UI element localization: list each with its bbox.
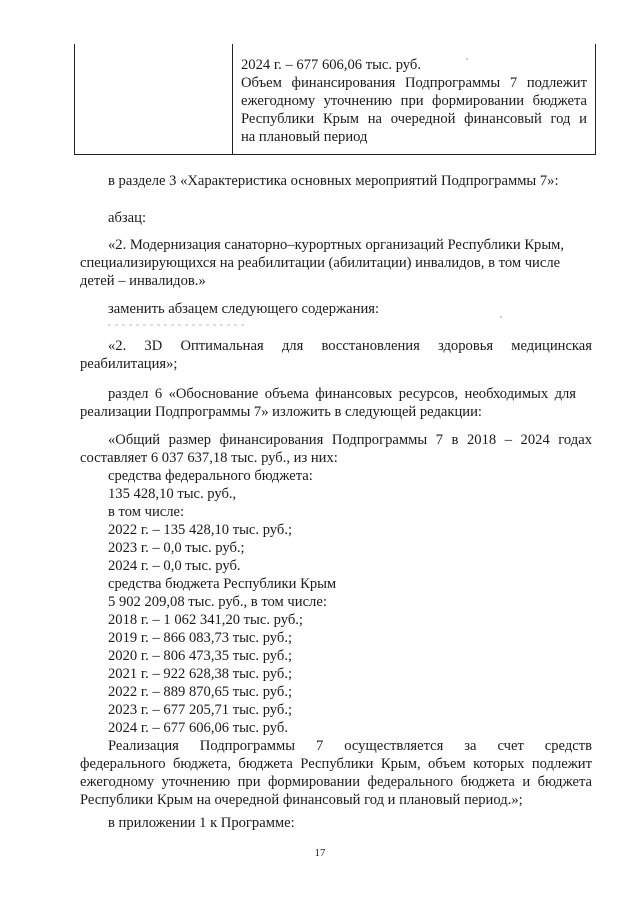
funding-line: 2023 г. – 0,0 тыс. руб.; <box>108 540 245 556</box>
funding-line: 2020 г. – 806 473,35 тыс. руб.; <box>108 648 293 664</box>
new-quote-line: «2. 3D Оптимальная для восстановления здоровья медицинская <box>108 338 592 354</box>
funding-line: 2023 г. – 677 205,71 тыс. руб.; <box>108 702 293 718</box>
funding-line: 2018 г. – 1 062 341,20 тыс. руб.; <box>108 612 303 628</box>
table-line: на плановый период <box>241 129 368 145</box>
funding-list <box>108 467 336 737</box>
scan-speck <box>466 58 468 60</box>
page-number: 17 <box>314 847 326 859</box>
table-line: ежегодному уточнению при формировании бюджета <box>241 93 587 109</box>
funding-line: 2019 г. – 866 083,73 тыс. руб.; <box>108 630 293 646</box>
realization-line: федерального бюджета, бюджета Республики Крым, объем которых подлежит <box>80 756 592 772</box>
realization-line: Реализация Подпрограммы 7 осуществляется за счет средств <box>108 738 592 754</box>
funding-line: 2021 г. – 922 628,38 тыс. руб.; <box>108 666 293 682</box>
scan-artifact <box>108 324 248 326</box>
section3-paragraph: в разделе 3 «Характеристика основных мероприятий Подпрограммы 7»: <box>108 173 559 189</box>
funding-table-fragment <box>74 44 596 155</box>
funding-line: 2022 г. – 135 428,10 тыс. руб.; <box>108 522 293 538</box>
table-line: Объем финансирования Подпрограммы 7 подлежит <box>241 75 587 91</box>
funding-line: 135 428,10 тыс. руб., <box>108 486 237 502</box>
section6-line: реализации Подпрограммы 7» изложить в следующей редакции: <box>80 404 482 420</box>
general-line: «Общий размер финансирования Подпрограммы 7 в 2018 – 2024 годах <box>108 432 592 448</box>
realization-line: Республики Крым на очередной финансовый год и плановый период.»; <box>80 792 523 808</box>
table-line: 2024 г. – 677 606,06 тыс. руб. <box>241 57 421 73</box>
funding-line: средства федерального бюджета: <box>108 468 313 484</box>
old-quote-line: специализирующихся на реабилитации (абилитации) инвалидов, в том числе <box>80 255 561 271</box>
section6-line: раздел 6 «Обоснование объема финансовых ресурсов, необходимых для <box>108 386 576 402</box>
table-right-cell <box>241 56 587 146</box>
realization-line: ежегодному уточнению при формировании федерального бюджета и бюджета <box>80 774 592 790</box>
table-line: Республики Крым на очередной финансовый год и <box>241 111 587 127</box>
abzac-label: абзац: <box>108 210 147 226</box>
general-line: составляет 6 037 637,18 тыс. руб., из них: <box>80 450 338 466</box>
replace-paragraph: заменить абзацем следующего содержания: <box>108 301 380 317</box>
funding-line: 2024 г. – 677 606,06 тыс. руб. <box>108 720 288 736</box>
appendix-paragraph: в приложении 1 к Программе: <box>108 815 295 831</box>
table-left-cell <box>75 44 233 154</box>
old-quote-line: «2. Модернизация санаторно–курортных организаций Республики Крым, <box>108 237 565 253</box>
new-quote-line: реабилитация»; <box>80 356 178 372</box>
funding-line: 2024 г. – 0,0 тыс. руб. <box>108 558 241 574</box>
funding-line: 5 902 209,08 тыс. руб., в том числе: <box>108 594 327 610</box>
funding-line: 2022 г. – 889 870,65 тыс. руб.; <box>108 684 293 700</box>
old-quote-line: детей – инвалидов.» <box>80 273 206 289</box>
scan-speck <box>500 316 502 318</box>
funding-line: в том числе: <box>108 504 185 520</box>
funding-line: средства бюджета Республики Крым <box>108 576 337 592</box>
